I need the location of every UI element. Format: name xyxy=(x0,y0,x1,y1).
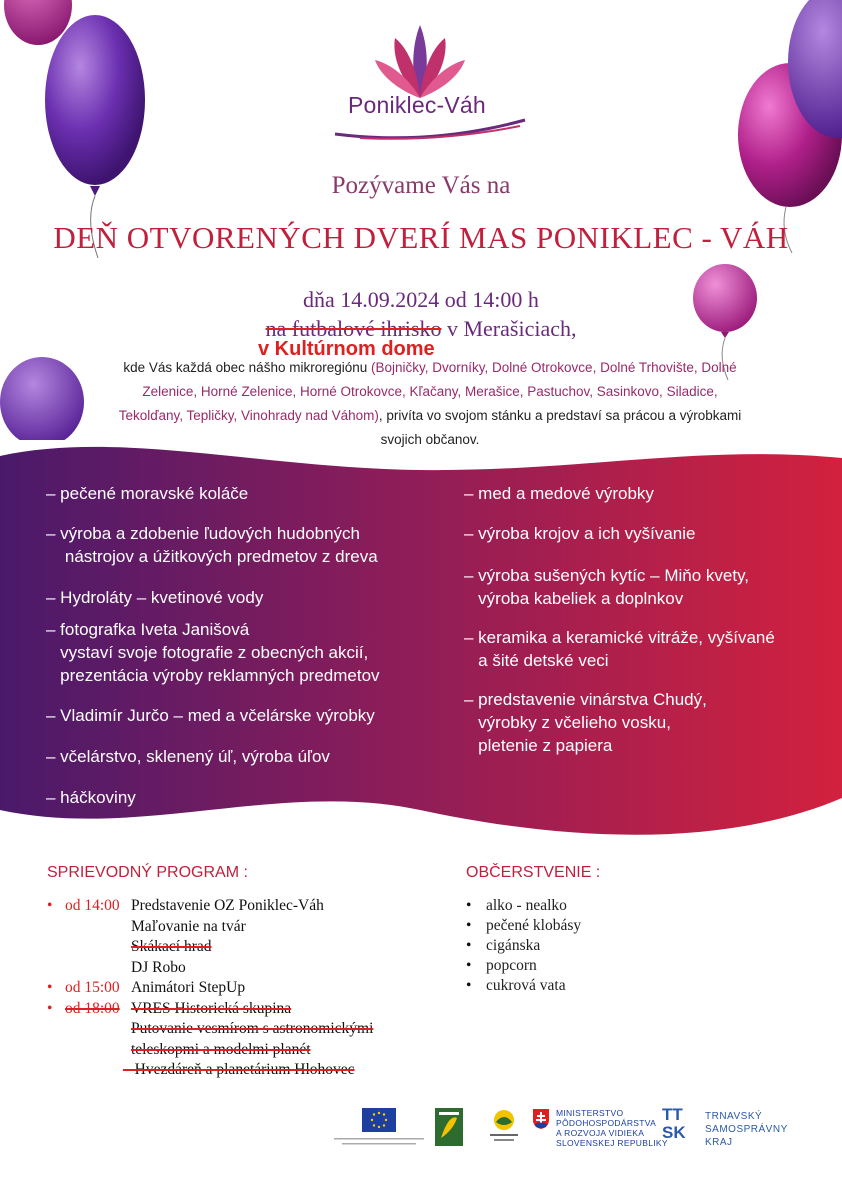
program-line: Putovanie vesmírom s astronomickými xyxy=(131,1020,374,1037)
new-place: v Kultúrnom dome xyxy=(258,338,435,360)
bullet-icon: • xyxy=(47,1000,53,1017)
intro-lead: kde Vás každá obec nášho mikroregiónu xyxy=(123,360,371,375)
program-heading: SPRIEVODNÝ PROGRAM : xyxy=(47,864,248,881)
program-line: Maľovanie na tvár xyxy=(131,918,246,935)
balloon-top-right-corner xyxy=(782,0,842,140)
food-item: • alko - nealko xyxy=(466,896,581,916)
eu-flag-icon xyxy=(362,1108,396,1132)
ttsk-mark-line: SK xyxy=(662,1123,686,1142)
logo xyxy=(310,20,530,140)
region-logo xyxy=(705,1110,788,1149)
stand-item: – Vladimír Jurčo – med a včelárske výrobky xyxy=(46,706,375,725)
region-line: SAMOSPRÁVNY xyxy=(705,1124,788,1135)
leader-logo-icon xyxy=(435,1108,463,1146)
program-line: VRES Historická skupina xyxy=(131,1000,292,1017)
ministry-line: PÔDOHOSPODÁRSTVA xyxy=(556,1118,657,1128)
stand-item: – keramika a keramické vitráže, vyšívané a šité detské veci xyxy=(464,628,775,670)
slovak-coat-of-arms-icon xyxy=(532,1108,550,1130)
program-line: Skákací hrad xyxy=(131,938,212,955)
food-item: • cukrová vata xyxy=(466,976,581,996)
program-time: od 15:00 xyxy=(65,979,120,996)
intro-tail: , privíta vo svojom stánku a predstaví sa prácou a výrobkami svojich občanov. xyxy=(378,408,742,447)
food-list xyxy=(466,896,581,996)
program-line: – Hvezdáreň a planetárium Hlohovec xyxy=(123,1061,355,1078)
stand-item: – pečené moravské koláče xyxy=(46,484,249,503)
program-line: Predstavenie OZ Poniklec-Váh xyxy=(131,897,324,914)
bullet-icon: • xyxy=(47,979,53,996)
ministry-logo xyxy=(556,1108,668,1148)
rural-program-logo-icon xyxy=(488,1108,520,1148)
stand-item: – výroba krojov a ich vyšívanie xyxy=(464,524,696,543)
region-line: KRAJ xyxy=(705,1137,733,1148)
program-time: od 18:00 xyxy=(65,1000,120,1017)
program-list xyxy=(47,896,447,1086)
invite-text: Pozývame Vás na xyxy=(331,172,511,199)
event-date: dňa 14.09.2024 od 14:00 h xyxy=(303,287,539,312)
ttsk-mark-line: TT xyxy=(662,1105,683,1124)
ministry-line: A ROZVOJA VIDIEKA xyxy=(556,1128,645,1138)
flower-icon xyxy=(370,20,470,100)
program-line: Animátori StepUp xyxy=(131,979,246,996)
food-item: • pečené klobásy xyxy=(466,916,581,936)
program-line: DJ Robo xyxy=(131,959,186,976)
logo-swoosh xyxy=(330,116,530,140)
food-heading: OBČERSTVENIE : xyxy=(466,864,601,881)
eu-caption xyxy=(334,1136,424,1148)
intro-villages: (Bojničky, Dvorníky, Dolné Otrokovce, Dolné Trhovište, Dolné Zelenice, Horné Zelenice, Horné Otrokovce, Kľačany, Merašice, Pastuchov, Sasinkovo, Siladice, Tekolďany, Tepličky, Vinohrady nad Váhom) xyxy=(118,360,737,423)
ministry-line: MINISTERSTVO xyxy=(556,1108,624,1118)
stand-item: – výroba sušených kytíc – Miňo kvety, výroba kabeliek a doplnkov xyxy=(464,566,750,608)
ministry-line: SLOVENSKEJ REPUBLIKY xyxy=(556,1138,668,1148)
region-line: TRNAVSKÝ xyxy=(705,1111,763,1122)
stand-item: – včelárstvo, sklenený úľ, výroba úľov xyxy=(46,747,330,766)
balloon-middle-left xyxy=(0,340,90,440)
ttsk-mark xyxy=(662,1106,686,1142)
program-line: teleskopmi a modelmi planét xyxy=(131,1041,311,1058)
program-time: od 14:00 xyxy=(65,897,120,914)
stand-item: – fotografka Iveta Janišová vystaví svoje fotografie z obecných akcií, prezentácia výroby reklamných predmetov xyxy=(46,620,380,685)
stand-item: – med a medové výrobky xyxy=(464,484,654,503)
stand-item: – Hydroláty – kvetinové vody xyxy=(46,588,264,607)
food-item: • popcorn xyxy=(466,956,581,976)
food-item: • cigánska xyxy=(466,936,581,956)
place-struck: na futbalové ihrisko xyxy=(265,316,442,341)
stand-item: – predstavenie vinárstva Chudý, výrobky z včelieho vosku, pletenie z papiera xyxy=(464,690,707,755)
stand-item: – háčkoviny xyxy=(46,788,136,807)
place-rest: v Merašiciach, xyxy=(441,316,577,341)
bullet-icon: • xyxy=(47,897,53,914)
event-title: DEŇ OTVORENÝCH DVERÍ MAS PONIKLEC - VÁH xyxy=(53,220,789,255)
balloon-top-left-small xyxy=(0,0,80,60)
logo-text: Poniklec-Váh xyxy=(348,92,486,118)
stand-item: – výroba a zdobenie ľudových hudobných nástrojov a úžitkových predmetov z dreva xyxy=(46,524,378,566)
